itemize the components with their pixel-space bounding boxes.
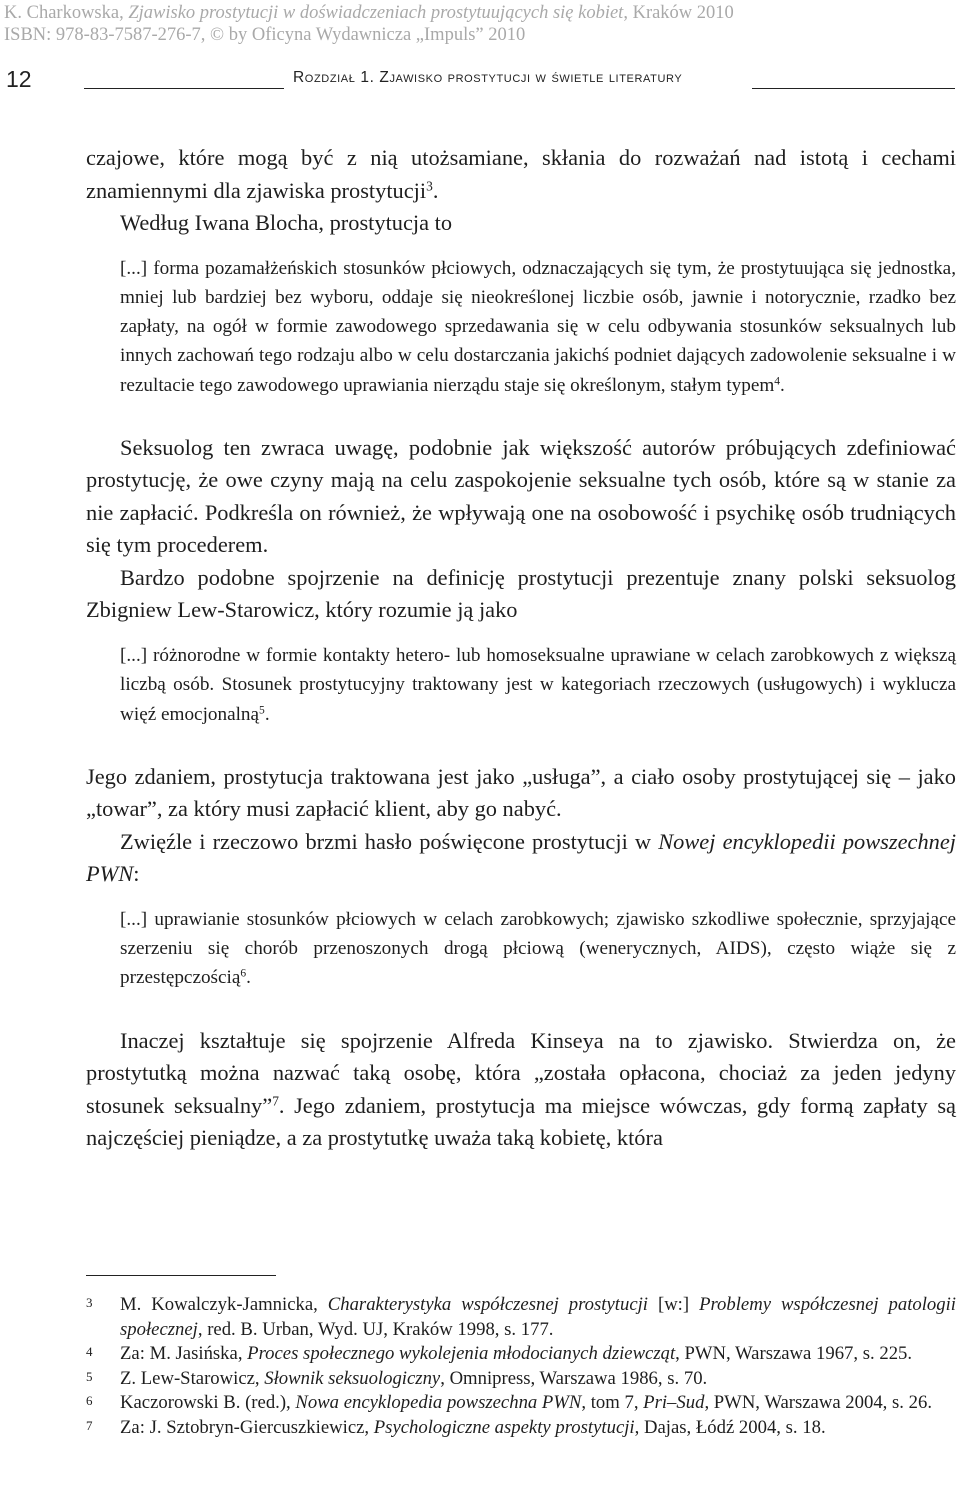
footnote-ref: 4 bbox=[774, 375, 781, 388]
cited-title: Psychologiczne aspekty prostytucji bbox=[373, 1416, 635, 1438]
footnote-text: Za: M. Jasińska, bbox=[120, 1343, 248, 1364]
paragraph: Jego zdaniem, prostytucja traktowana jest jako „usługa”, a ciało osoby prostytującej się – jako „towar”, za który musi zapłacić klient, aby go nabyć. bbox=[86, 763, 956, 822]
cited-title: Proces społecznego wykolejenia młodocianych dziewcząt bbox=[247, 1343, 676, 1364]
copyright-watermark bbox=[4, 2, 734, 46]
footnote-text: , tom 7, bbox=[581, 1392, 644, 1413]
watermark-author: K. Charkowska, bbox=[4, 3, 129, 23]
footnote-text: , PWN, Warszawa 1967, s. 225. bbox=[675, 1343, 913, 1364]
quote-text: . bbox=[780, 374, 785, 396]
paragraph: Bardzo podobne spojrzenie na definicję prostytucji prezentuje znany polski seksuolog Zbigniew Lew-Starowicz, który rozumie ją jako bbox=[86, 564, 956, 623]
footnote-text: , Omnipress, Warszawa 1986, s. 70. bbox=[440, 1367, 708, 1389]
watermark-line-1 bbox=[4, 2, 734, 24]
paragraph-text: czajowe, które mogą być z nią utożsamiane, skłania do rozważań nad istotą i cechami znamiennymi dla zjawiska prostytucji bbox=[86, 145, 956, 203]
paragraph: Według Iwana Blocha, prostytucja to bbox=[120, 210, 453, 235]
block-quote bbox=[120, 905, 956, 993]
paragraph-text: : bbox=[133, 861, 140, 887]
footnotes bbox=[86, 1293, 956, 1440]
footnote bbox=[86, 1293, 956, 1342]
footnote bbox=[86, 1391, 956, 1416]
footnote-number: 4 bbox=[86, 1344, 93, 1359]
main-text bbox=[86, 142, 956, 1155]
footnote-text: Kaczorowski B. (red.), bbox=[120, 1392, 296, 1413]
block-quote bbox=[120, 641, 956, 729]
footnote-number: 3 bbox=[86, 1295, 93, 1310]
spacer bbox=[86, 414, 956, 432]
footnote-text: Z. Lew-Starowicz, bbox=[120, 1367, 265, 1389]
footnote-text: , Dajas, Łódź 2004, s. 18. bbox=[634, 1416, 826, 1438]
chapter-title: Rozdział 1. Zjawisko prostytucji w świetle literatury bbox=[293, 69, 683, 86]
footnote-number: 7 bbox=[86, 1417, 93, 1433]
cited-title: Słownik seksuologiczny bbox=[264, 1367, 441, 1389]
paragraph-text: Inaczej kształtuje się spojrzenie Alfreda Kinseya na to zjawisko. Stwierdza on, że prostytutką można nazwać taką osobę, która „została opłacona, chociaż za jeden jedyny stosunek seksualny” bbox=[86, 1027, 956, 1118]
paragraph-text: . Jego zdaniem, prostytucja ma miejsce wówczas, gdy formą zapłaty są najczęściej pieniądze, a za prostytutkę uważa taką kobietę, która bbox=[86, 1092, 956, 1151]
footnote-text: , PWN, Warszawa 2004, s. 26. bbox=[704, 1392, 932, 1413]
paragraph: Seksuolog ten zwraca uwagę, podobnie jak większość autorów próbujących zdefiniować prostytucję, że owe czyny mają na celu zaspokojenie seksualne tych osób, które są w stanie za nie zapłacić. Podkreśla on również, że wpływają one na osobowość i psychikę osób trudniących się tym procederem. bbox=[86, 434, 956, 558]
footnote-ref: 7 bbox=[272, 1093, 279, 1109]
footnote-number: 6 bbox=[86, 1393, 93, 1408]
footnote-separator bbox=[86, 1275, 276, 1276]
watermark-book-title: Zjawisko prostytucji w doświadczeniach prostytuujących się kobiet bbox=[128, 3, 624, 23]
paragraph bbox=[86, 826, 956, 891]
cited-title: Problemy współczesnej patologii społecznej bbox=[120, 1294, 956, 1340]
encyclopedia-title: Nowej encyklopedii powszechnej PWN bbox=[86, 828, 956, 887]
spacer bbox=[86, 1007, 956, 1025]
footnote-ref: 3 bbox=[426, 178, 433, 194]
cited-title: Charakterystyka współczesnej prostytucji bbox=[327, 1294, 649, 1315]
footnote bbox=[86, 1342, 956, 1367]
footnote-text: Za: J. Sztobryn-Giercuszkiewicz, bbox=[120, 1416, 374, 1438]
cited-title: Nowa encyklopedia powszechna PWN bbox=[295, 1392, 582, 1413]
footnote-number: 5 bbox=[86, 1368, 93, 1384]
footnote bbox=[86, 1416, 956, 1441]
paragraph bbox=[86, 1025, 956, 1155]
cited-title: Pri–Sud bbox=[643, 1392, 705, 1413]
footnote bbox=[86, 1367, 956, 1392]
header-rule-right bbox=[752, 88, 955, 89]
watermark-place-year: , Kraków 2010 bbox=[623, 3, 734, 23]
quote-text: . bbox=[246, 967, 251, 989]
running-header bbox=[0, 66, 960, 96]
footnote-ref: 5 bbox=[259, 704, 265, 717]
block-quote bbox=[120, 254, 956, 400]
header-rule-left bbox=[84, 88, 284, 89]
footnote-text: M. Kowalczyk-Jamnicka, bbox=[120, 1294, 328, 1315]
paragraph-text: Zwięźle i rzeczowo brzmi hasło poświęcone prostytucji w bbox=[120, 828, 659, 854]
watermark-line-2: ISBN: 978-83-7587-276-7, © by Oficyna Wydawnicza „Impuls” 2010 bbox=[4, 25, 526, 45]
quote-text: [...] forma pozamałżeńskich stosunków płciowych, odznaczających się tym, że prostytuująca się jednostka, mniej lub bardziej bez wyboru, oddaje się nieokreślonej liczbie osób, jawnie i notorycznie, rzadko bez zapłaty, na ogół w formie zawodowego sprzedawania się w celu odbywania stosunków seksualnych lub innych zachowań tego rodzaju albo w celu dostarczania jakichś podniet dających zadowolenie seksualne i w rezultacie tego zawodowego uprawiania nierządu staje się określonym, stałym typem bbox=[120, 257, 956, 396]
quote-text: [...] uprawianie stosunków płciowych w celach zarobkowych; zjawisko szkodliwe społecznie, sprzyjające szerzeniu się chorób przenoszonych drogą płciową (wenerycznych, AIDS), często wiąże się z przestępczością bbox=[120, 908, 956, 989]
footnote-ref: 6 bbox=[240, 968, 247, 981]
page-number: 12 bbox=[6, 66, 32, 92]
quote-text: [...] różnorodne w formie kontakty hetero- lub homoseksualne uprawiane w celach zarobkowych z większą liczbą osób. Stosunek prostytucyjny traktowany jest w kategoriach rzeczowych (usługowych) i wyklucza więź emocjonalną bbox=[120, 644, 956, 725]
paragraph-text: . bbox=[432, 177, 439, 203]
footnote-text: , red. B. Urban, Wyd. UJ, Kraków 1998, s. 177. bbox=[197, 1318, 554, 1340]
paragraph bbox=[86, 142, 956, 207]
spacer bbox=[86, 743, 956, 761]
quote-text: . bbox=[264, 703, 270, 725]
footnote-text: [w:] bbox=[648, 1294, 700, 1315]
